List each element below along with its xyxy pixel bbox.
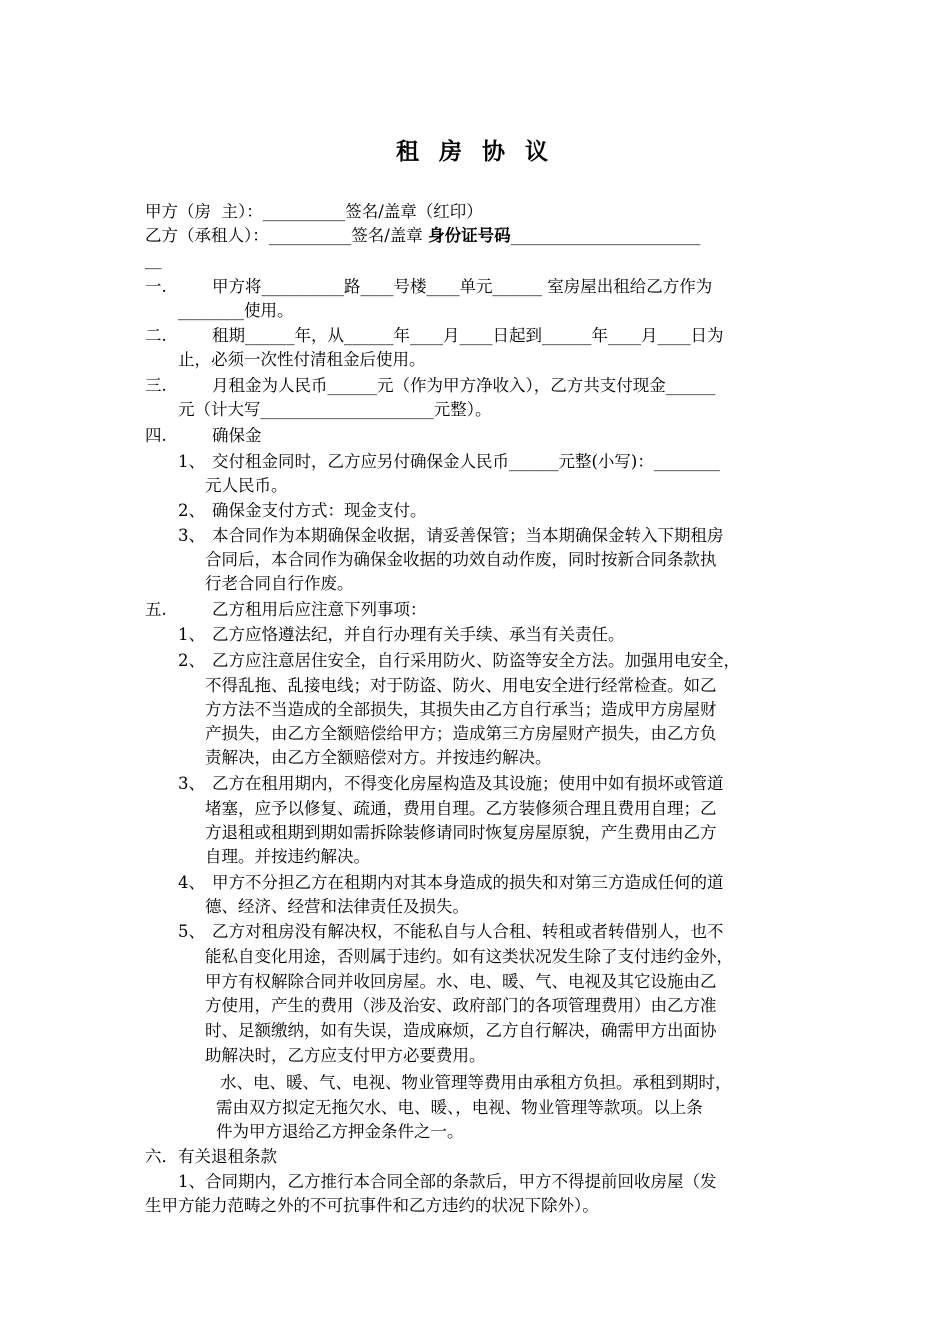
s5-item-5-line-6: 助解决时，乙方应支付甲方必要费用。 [205,1046,486,1065]
s4-item-3-line-3: 行老合同自行作废。 [205,574,354,593]
s5-item-5-line-4: 方使用，产生的费用（涉及治安、政府部门的各项管理费用）由乙方准 [205,996,717,1015]
s4-item-1-line-1: 交付租金同时，乙方应另付确保金人民币______元整(小写)：________ [212,452,720,471]
s4-item-3-line-1: 本合同作为本期确保金收据，请妥善保管；当本期确保金转入下期租房 [212,526,724,545]
s5-note-line-1: 水、电、暖、气、电视、物业管理等费用由承租方负担。承租到期时， [220,1073,732,1092]
s5-item-2-number: 2、 [178,651,205,670]
s5-item-4-line-1: 甲方不分担乙方在租期内对其本身造成的损失和对第三方造成任何的道 [212,873,724,892]
s5-item-3-line-1: 乙方在租用期内，不得变化房屋构造及其设施；使用中如有损坏或管道 [212,774,724,793]
s4-item-2-line-1: 确保金支付方式：现金支付。 [212,501,427,520]
s5-note-line-3: 件为甲方退给乙方押金条件之一。 [216,1122,464,1141]
party-a-line: 甲方（房 主）：__________签名/盖章（红印） [145,202,483,221]
id-number-label: 身份证号码 [428,226,511,245]
section-5-heading: 乙方租用后应注意下列事项： [212,600,427,619]
s5-item-1-line-1: 乙方应恪遵法纪，并自行办理有关手续、承当有关责任。 [212,625,625,644]
section-2-number: 二. [145,326,167,345]
party-b-line-wrap: __ [145,250,162,269]
s5-item-2-line-5: 责解决，由乙方全额赔偿对方。并按违约解决。 [205,748,552,767]
section-2-line-2: 止，必须一次性付清租金后使用。 [178,350,426,369]
s5-item-1-number: 1、 [178,625,205,644]
section-5-number: 五. [145,600,167,619]
s5-item-5-line-5: 时、足额缴纳，如有失误，造成麻烦，乙方自行解决，确需甲方出面协 [205,1021,717,1040]
s4-item-2-number: 2、 [178,501,205,520]
section-6-line-1: 1、合同期内，乙方推行本合同全部的条款后，甲方不得提前回收房屋（发 [178,1172,717,1191]
section-1-line-1: 甲方将__________路____号楼____单元______ 室房屋出租给乙方作为 [212,277,713,296]
id-number-blank: _______________________ [510,226,701,245]
s5-item-3-line-2: 堵塞，应予以修复、疏通，费用自理。乙方装修须合理且费用自理；乙 [205,799,717,818]
section-6-line-2: 生甲方能力范畴之外的不可抗事件和乙方违约的状况下除外）。 [145,1196,599,1215]
s5-item-5-line-1: 乙方对租房没有解决权，不能私自与人合租、转租或者转借别人，也不 [212,922,724,941]
s4-item-3-line-2: 合同后，本合同作为确保金收据的功效自动作废，同时按新合同条款执 [205,550,717,569]
s5-note-line-2: 需由双方拟定无拖欠水、电、暖、，电视、物业管理等款项。以上条 [216,1098,703,1117]
s4-item-3-number: 3、 [178,526,205,545]
section-3-line-2: 元（计大写_____________________元整）。 [178,400,492,419]
section-6-heading: 六．有关退租条款 [145,1147,277,1166]
s4-item-1-line-2: 元人民币。 [205,476,288,495]
s5-item-4-number: 4、 [178,873,205,892]
section-3-number: 三. [145,376,167,395]
s5-item-5-number: 5、 [178,922,205,941]
s5-item-2-line-4: 产损失，由乙方全额赔偿给甲方；造成第三方房屋财产损失，由乙方负 [205,724,717,743]
s5-item-4-line-2: 德、经济、经营和法律责任及损失。 [205,897,469,916]
section-4-heading: 确保金 [212,426,262,445]
party-b-line [145,224,700,248]
s5-item-2-line-1: 乙方应注意居住安全，自行采用防火、防盗等安全方法。加强用电安全， [212,651,740,670]
section-1-number: 一. [145,277,167,296]
s5-item-5-line-2: 能私自变化用途，否则属于违约。如有这类状况发生除了支付违约金外， [205,947,733,966]
section-2-line-1: 租期______年，从______年____月____日起到______年____月____日为 [212,326,724,345]
s5-item-3-line-3: 方退租或租期到期如需拆除装修请同时恢复房屋原貌，产生费用由乙方 [205,823,717,842]
section-4-number: 四. [145,426,167,445]
document-title: 租 房 协 议 [395,139,555,165]
section-3-line-1: 月租金为人民币______元（作为甲方净收入），乙方共支付现金______ [212,376,716,395]
section-1-line-2: ________使用。 [178,301,294,320]
s5-item-5-line-3: 甲方有权解除合同并收回房屋。水、电、暖、气、电视及其它设施由乙 [205,972,717,991]
s5-item-3-number: 3、 [178,774,205,793]
party-b-label: 乙方（承租人）：__________签名/盖章 [145,226,429,245]
s5-item-3-line-4: 自理。并按违约解决。 [205,847,370,866]
s4-item-1-number: 1、 [178,452,205,471]
s5-item-2-line-3: 方方法不当造成的全部损失，其损失由乙方自行承当；造成甲方房屋财 [205,700,717,719]
s5-item-2-line-2: 不得乱拖、乱接电线；对于防盗、防火、用电安全进行经常检查。如乙 [205,676,717,695]
